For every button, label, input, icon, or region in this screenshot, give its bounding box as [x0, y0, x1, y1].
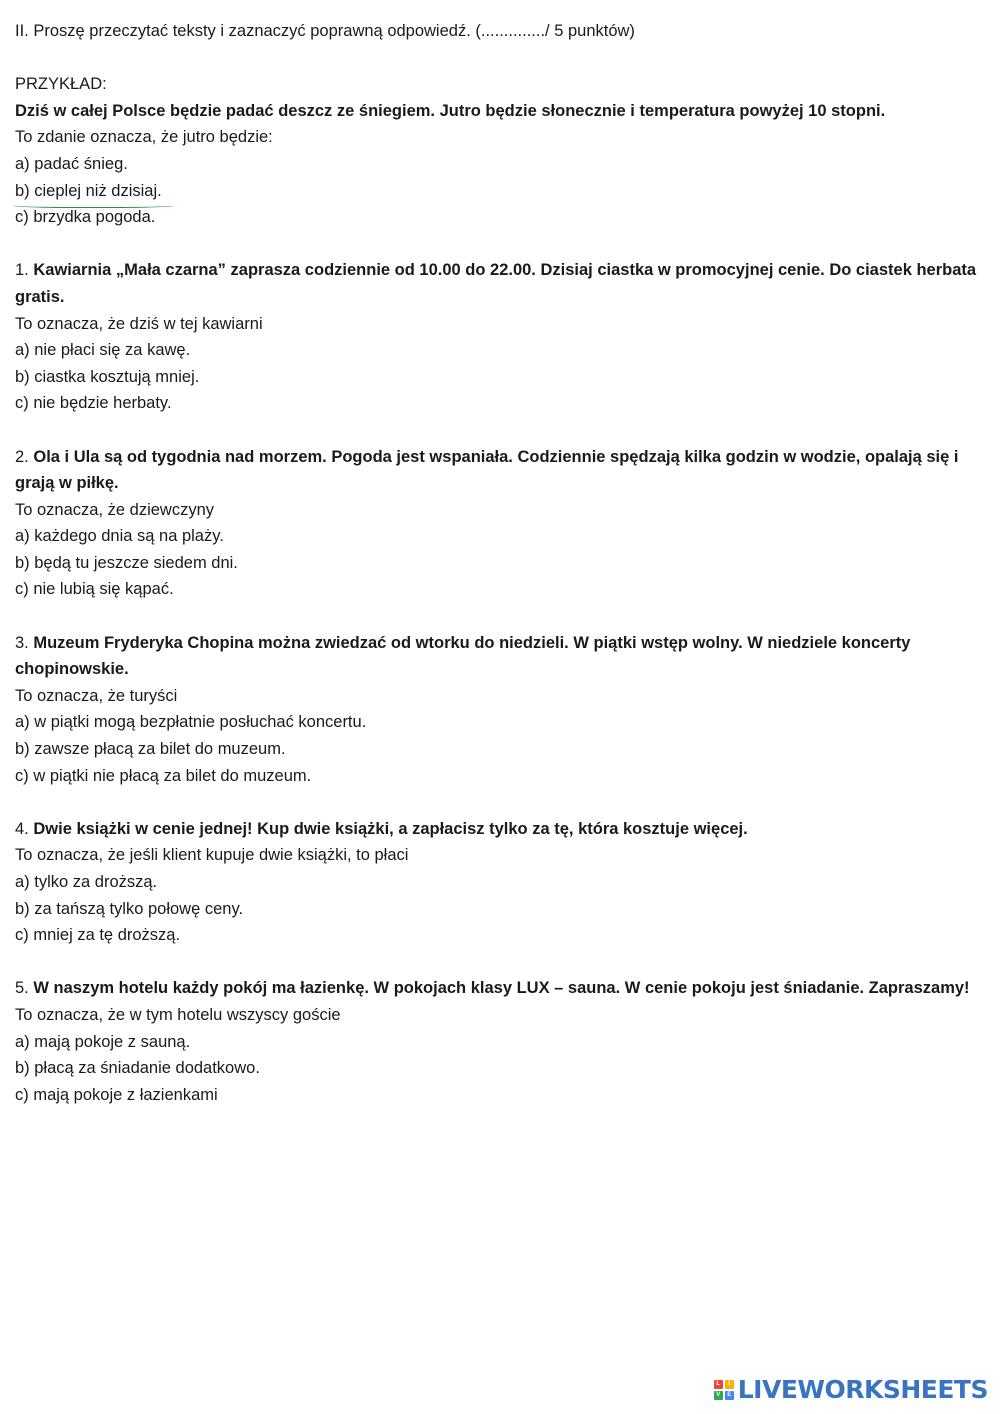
example-text: Dziś w całej Polsce będzie padać deszcz ze śniegiem. Jutro będzie słonecznie i temperatura powyżej 10 stopni.	[15, 101, 886, 120]
question-text: Dwie książki w cenie jednej! Kup dwie książki, a zapłacisz tylko za tę, która kosztuje więcej.	[33, 819, 748, 838]
example-question: To zdanie oznacza, że jutro będzie:	[15, 128, 273, 147]
question-number: 4.	[15, 819, 29, 838]
question-3	[15, 630, 990, 790]
answer-option-c[interactable]: c) mają pokoje z łazienkami	[15, 1085, 218, 1104]
logo-mark-icon	[714, 1380, 734, 1400]
question-4	[15, 816, 990, 949]
example-option-b-selected[interactable]: b) cieplej niż dzisiaj.	[15, 178, 162, 205]
logo-text: LIVEWORKSHEETS	[737, 1375, 988, 1404]
example-label: PRZYKŁAD:	[15, 75, 107, 94]
answer-option-b[interactable]: b) będą tu jeszcze siedem dni.	[15, 553, 238, 572]
question-text: Muzeum Fryderyka Chopina można zwiedzać od wtorku do niedzieli. W piątki wstęp wolny. W niedziele koncerty chopinowskie.	[15, 633, 911, 679]
question-number: 3.	[15, 633, 29, 652]
answer-option-a[interactable]: a) mają pokoje z sauną.	[15, 1032, 191, 1051]
question-prompt: To oznacza, że dziewczyny	[15, 500, 215, 519]
question-number: 1.	[15, 261, 29, 280]
question-5	[15, 975, 990, 1108]
example-option-a[interactable]: a) padać śnieg.	[15, 154, 128, 173]
task-instruction: II. Proszę przeczytać teksty i zaznaczyć poprawną odpowiedź. (............../ 5 punktów)	[15, 22, 635, 40]
question-text: Ola i Ula są od tygodnia nad morzem. Pogoda jest wspaniała. Codziennie spędzają kilka godzin w wodzie, opalają się i grają w piłkę.	[15, 447, 959, 493]
question-text: Kawiarnia „Mała czarna” zaprasza codziennie od 10.00 do 22.00. Dzisiaj ciastka w promocyjnej cenie. Do ciastek herbata gratis.	[15, 261, 977, 306]
answer-option-c[interactable]: c) mniej za tę droższą.	[15, 926, 181, 945]
question-prompt: To oznacza, że dziś w tej kawiarni	[15, 314, 263, 333]
answer-option-b[interactable]: b) zawsze płacą za bilet do muzeum.	[15, 740, 286, 759]
example-block	[15, 71, 990, 231]
question-number: 2.	[15, 447, 29, 466]
worksheet-page	[15, 18, 990, 1108]
question-prompt: To oznacza, że w tym hotelu wszyscy goście	[15, 1005, 341, 1024]
logo-mark-tile: I	[725, 1380, 734, 1389]
answer-option-a[interactable]: a) w piątki mogą bezpłatnie posłuchać koncertu.	[15, 713, 367, 732]
logo-mark-tile: L	[714, 1380, 723, 1389]
question-prompt: To oznacza, że jeśli klient kupuje dwie książki, to płaci	[15, 846, 409, 865]
answer-option-a[interactable]: a) nie płaci się za kawę.	[15, 341, 191, 360]
example-option-c[interactable]: c) brzydka pogoda.	[15, 208, 156, 227]
question-text: W naszym hotelu każdy pokój ma łazienkę. W pokojach klasy LUX – sauna. W cenie pokoju jest śniadanie. Zapraszamy!	[33, 979, 970, 998]
answer-option-c[interactable]: c) w piątki nie płacą za bilet do muzeum.	[15, 766, 312, 785]
answer-option-a[interactable]: a) tylko za droższą.	[15, 873, 158, 891]
question-prompt: To oznacza, że turyści	[15, 686, 178, 705]
logo-mark-tile: E	[725, 1391, 734, 1400]
question-number: 5.	[15, 979, 29, 998]
answer-option-b[interactable]: b) płacą za śniadanie dodatkowo.	[15, 1059, 260, 1078]
answer-option-a[interactable]: a) każdego dnia są na plaży.	[15, 527, 224, 546]
question-2	[15, 444, 990, 604]
answer-option-b[interactable]: b) ciastka kosztują mniej.	[15, 367, 200, 386]
answer-option-b[interactable]: b) za tańszą tylko połowę ceny.	[15, 899, 244, 918]
logo-mark-tile: V	[714, 1391, 723, 1400]
question-1	[15, 257, 990, 417]
liveworksheets-logo	[714, 1375, 988, 1404]
answer-option-c[interactable]: c) nie lubią się kąpać.	[15, 580, 174, 599]
answer-option-c[interactable]: c) nie będzie herbaty.	[15, 394, 172, 413]
